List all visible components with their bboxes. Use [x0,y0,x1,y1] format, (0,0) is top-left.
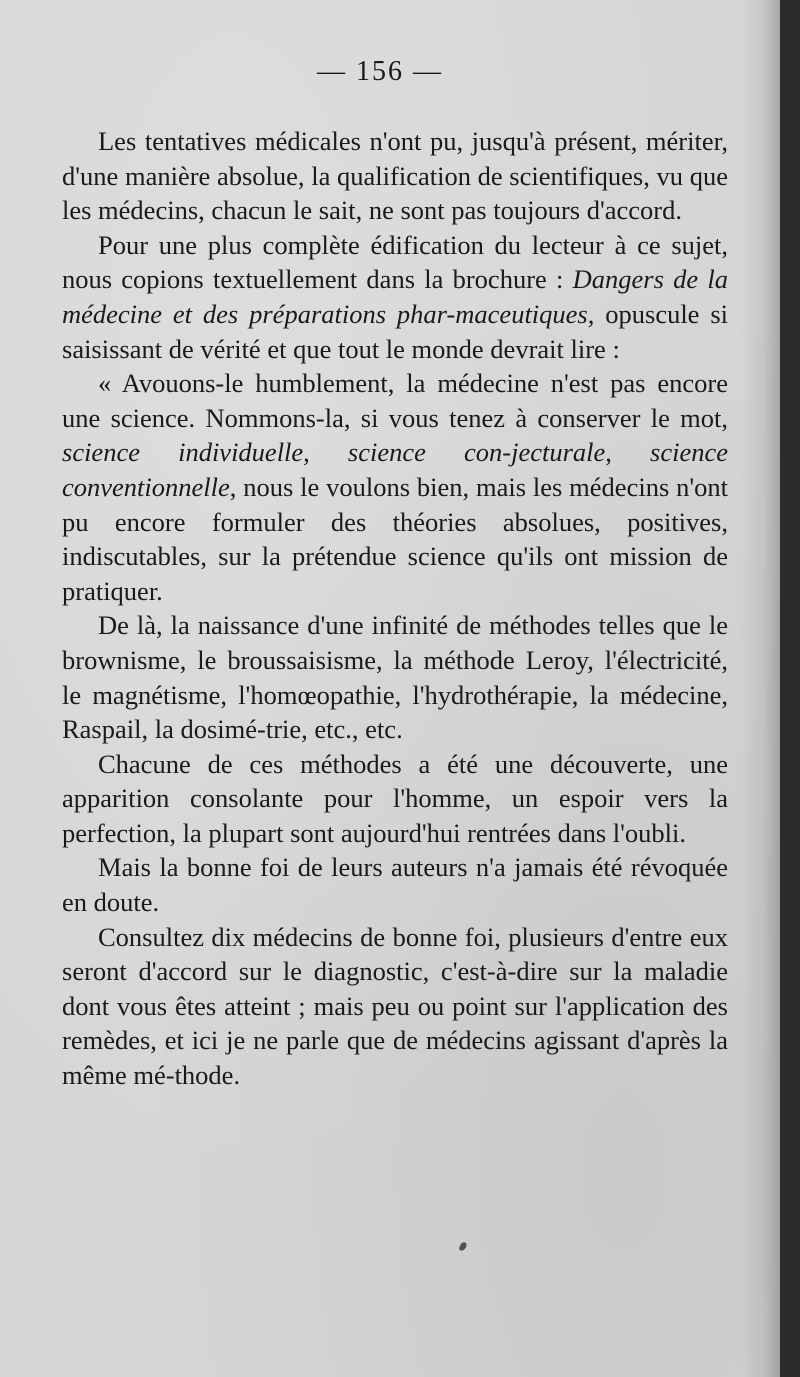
paragraph-3-text-a: « Avouons-le humblement, la médecine n'est pas encore une science. Nommons-la, si vous tenez à conserver le mot, [62,368,728,433]
brochure-title: Dangers de la médecine et des préparations phar-maceutiques, [62,264,728,329]
paragraph-6 [62,850,728,919]
body-text [62,124,728,1093]
paragraph-2-text-b: opuscule si saisissant de vérité et que tout le monde devrait lire : [62,298,728,364]
italic-phrase-2: science conventionnelle [62,437,728,502]
paragraph-7-text: Consultez dix médecins de bonne foi, plusieurs d'entre eux seront d'accord sur le diagnostic, c'est-à-dire sur la maladie dont vous êtes atteint ; mais peu ou point sur l'application des remèdes, et ici je ne parle que de médecins agissant d'après la même mé-thode. [62,921,728,1091]
paragraph-4-text: De là, la naissance d'une infinité de méthodes telles que le brownisme, le broussaisisme, la méthode Leroy, l'électricité, le magnétisme, l'homœopathie, l'hydrothérapie, la médecine, Raspail, la dosimé-trie, etc., etc. [62,610,728,745]
paragraph-1-text: Les tentatives médicales n'ont pu, jusqu'à présent, mériter, d'une manière absolue, la qualification de scientifiques, vu que les médecins, chacun le sait, ne sont pas toujours d'accord. [62,126,728,226]
page-number: — 156 — [317,56,443,87]
paragraph-7 [62,920,728,1093]
italic-phrase-1: science individuelle, science con-jecturale [62,437,606,468]
paragraph-3 [62,366,728,608]
paragraph-4 [62,608,728,746]
paragraph-5-text: Chacune de ces méthodes a été une découverte, une apparition consolante pour l'homme, un espoir vers la perfection, la plupart sont aujourd'hui rentrées dans l'oubli. [62,748,728,848]
paragraph-5 [62,747,728,851]
paragraph-1 [62,124,728,228]
paragraph-6-text: Mais la bonne foi de leurs auteurs n'a jamais été révoquée en doute. [62,852,728,918]
paragraph-2-text-a: Pour une plus complète édification du lecteur à ce sujet, nous copions textuellement dans la brochure : [62,229,728,295]
ink-speck [458,1241,467,1252]
page-edge-shadow [740,0,780,1377]
paragraph-3-text-b: , nous le voulons bien, mais les médecins n'ont pu encore formuler des théories absolues, positives, indiscutables, sur la prétendue science qu'ils ont mission de pratiquer. [62,471,728,606]
paragraph-3-comma: , [605,437,651,468]
paragraph-2 [62,228,728,366]
